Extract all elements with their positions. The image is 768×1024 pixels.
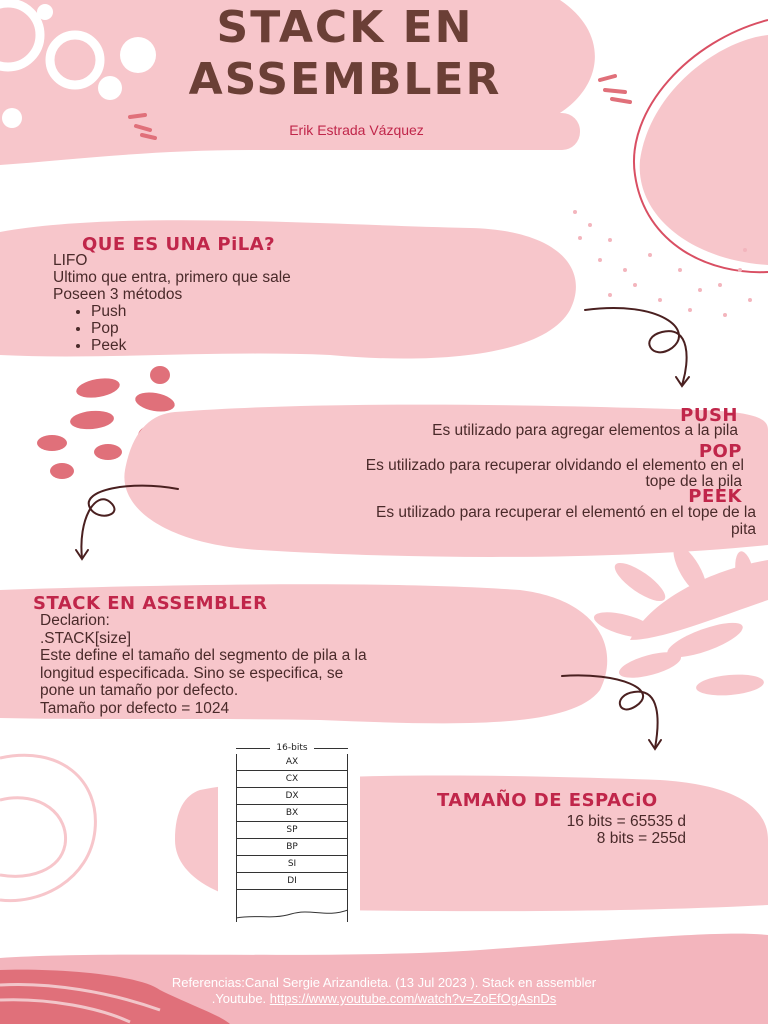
list-item: • Push <box>91 303 291 320</box>
register-diagram <box>218 742 360 926</box>
peek-text-1: Es utilizado para recuperar el elementó en el tope de la <box>376 504 756 521</box>
peek-heading: PEEK <box>688 486 742 507</box>
register-di: DI <box>237 873 347 890</box>
page-title-line2: ASSEMBLER <box>188 54 502 105</box>
list-item: • Pop <box>91 320 291 337</box>
section-heading-espacio: TAMAÑO DE ESPACiO <box>437 790 658 811</box>
stack-line: Tamaño por defecto = 1024 <box>40 699 230 717</box>
register-bp: BP <box>237 839 347 856</box>
pop-heading: POP <box>698 441 742 462</box>
register-si: SI <box>237 856 347 873</box>
push-heading: PUSH <box>680 405 738 426</box>
section-stack-body <box>40 612 367 718</box>
pop-text-2: tope de la pila <box>645 473 742 490</box>
espacio-line-1: 16 bits = 65535 d <box>566 813 686 830</box>
torn-edge <box>236 904 348 922</box>
pop-text-1: Es utilizado para recuperar olvidando el elemento en el <box>365 457 744 474</box>
section-heading-stack: STACK EN ASSEMBLER <box>33 593 268 614</box>
peek-text-2: pita <box>731 521 756 538</box>
width-label: 16-bits <box>270 742 314 754</box>
reference-source <box>60 991 708 1007</box>
section-pila-body <box>53 252 291 354</box>
methods-list <box>53 303 291 354</box>
espacio-line-2: 8 bits = 255d <box>596 830 686 847</box>
stack-line: pone un tamaño por defecto. <box>40 682 239 700</box>
pila-line: LIFO <box>53 252 88 269</box>
author-name: Erik Estrada Vázquez <box>289 122 424 138</box>
register-bx: BX <box>237 805 347 822</box>
stack-line: .STACK[size] <box>40 629 132 647</box>
youtube-link[interactable]: https://www.youtube.com/watch?v=ZoEfOgAsnDs <box>269 991 557 1006</box>
stack-line: Declarion: <box>40 612 110 629</box>
push-text: Es utilizado para agregar elementos a la pila <box>432 422 738 439</box>
section-heading-pila: QUE ES UNA PiLA? <box>82 234 276 255</box>
reference-text <box>60 975 708 1007</box>
stack-line: Este define el tamaño del segmento de pila a la <box>40 647 367 665</box>
reference-line: Referencias:Canal Sergie Arizandieta. (13 Jul 2023 ). Stack en assembler <box>171 975 597 990</box>
register-column <box>236 754 348 922</box>
list-item: • Peek <box>91 337 291 354</box>
register-ax: AX <box>237 754 347 771</box>
pila-line: Ultimo que entra, primero que sale <box>53 269 291 286</box>
register-sp: SP <box>237 822 347 839</box>
stack-line: longitud especificada. Sino se especifica, se <box>40 664 344 682</box>
reference-prefix: .Youtube. <box>211 991 270 1006</box>
register-dx: DX <box>237 788 347 805</box>
register-cx: CX <box>237 771 347 788</box>
pila-line: Poseen 3 métodos <box>53 286 183 303</box>
width-label-row <box>236 742 348 754</box>
page-title-line1: STACK EN <box>216 2 474 53</box>
